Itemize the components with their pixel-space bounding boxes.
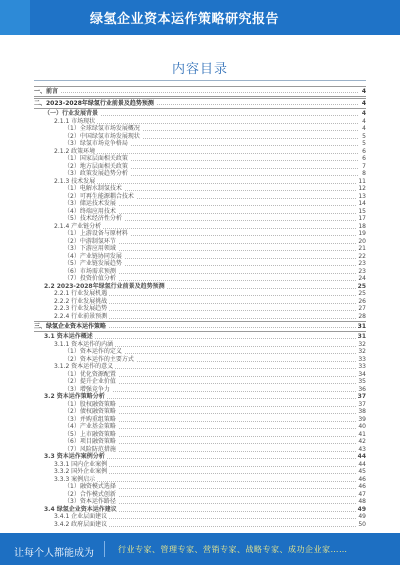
toc-entry[interactable] (34, 238, 366, 246)
toc-leader-dots (54, 481, 358, 482)
toc-entry-page: 49 (357, 505, 366, 513)
toc-entry-page: 23 (358, 260, 366, 267)
toc-entry-page: 6 (362, 155, 366, 162)
toc-heading: 内容目录 (171, 62, 228, 77)
toc-entry-label: 三、绿氢企业资本运作策略 (34, 323, 107, 330)
toc-entry-page: 25 (358, 290, 366, 297)
toc-entry-label: （5）产业链发展趋势 (64, 260, 122, 267)
toc-entry[interactable] (34, 155, 366, 163)
toc-entry-label: （5）技术经济性分析 (64, 215, 122, 222)
header-accent-band (0, 0, 30, 35)
toc-entry-label: （2）中游制氢环节 (64, 237, 116, 245)
toc-entry-page: 33 (358, 355, 366, 363)
toc-leader-dots (34, 92, 358, 93)
toc-entry-label: 3.3.3 案例启示 (54, 475, 96, 483)
toc-entry-label: （1）国家层面相关政策 (64, 155, 128, 162)
toc-entry[interactable] (34, 438, 366, 446)
toc-entry-label: （1）全球绿氢市场发展概况 (64, 125, 140, 132)
toc-entry-page: 44 (357, 453, 366, 460)
toc-entry-label: 2.2.4 行业前景预测 (54, 312, 108, 320)
toc-entry-label: （4）产业基金策略 (64, 423, 116, 430)
toc-entry[interactable] (34, 386, 366, 394)
toc-entry[interactable] (34, 178, 366, 186)
toc-entry-page: 17 (358, 215, 366, 222)
toc-entry[interactable] (34, 98, 366, 109)
toc-entry-page: 37 (357, 393, 366, 400)
toc-entry[interactable] (34, 215, 366, 223)
toc-divider (34, 80, 366, 81)
toc-entry[interactable] (34, 118, 366, 126)
toc-entry-page: 31 (357, 323, 366, 330)
toc-entry-label: 2.1.4 产业链分析 (54, 222, 102, 230)
toc-entry-page: 48 (358, 498, 366, 505)
toc-entry-page: 4 (362, 117, 366, 125)
toc-entry-page: 12 (358, 185, 366, 192)
toc-entry[interactable] (34, 200, 366, 208)
toc-entry-label: （一）行业发展背景 (44, 110, 99, 117)
toc-entry[interactable] (34, 476, 366, 484)
toc-entry[interactable] (34, 333, 366, 341)
toc-entry-label: （1）电解水制氢技术 (64, 185, 122, 192)
toc-entry-label: （2）提升企业价值 (64, 378, 116, 385)
toc-entry[interactable] (34, 110, 366, 118)
toc-entry-page: 39 (358, 415, 366, 423)
toc-entry-label: 2.1.3 技术发展 (54, 177, 96, 185)
toc-entry[interactable] (34, 298, 366, 306)
toc-entry-page: 31 (357, 333, 366, 340)
toc-entry-label: （1）资本运作的定义 (64, 348, 122, 355)
toc-entry-label: 一、前言 (34, 88, 59, 95)
toc-entry[interactable] (34, 170, 366, 178)
toc-entry-label: 3.1.1 资本运作的内涵 (54, 340, 114, 348)
toc-entry-page: 26 (358, 297, 366, 305)
toc-entry-label: （2）合作模式创新 (64, 490, 116, 498)
toc-entry[interactable] (34, 378, 366, 386)
toc-entry-page: 44 (358, 460, 366, 468)
toc-entry[interactable] (34, 453, 366, 461)
toc-entry-label: （2）资本运作的主要方式 (64, 355, 134, 363)
toc-entry-page: 7 (362, 162, 366, 170)
toc-entry[interactable] (34, 313, 366, 321)
toc-entry-page: 49 (358, 513, 366, 520)
toc-entry-page: 6 (362, 147, 366, 155)
toc-entry[interactable] (34, 290, 366, 298)
toc-entry-page: 45 (358, 468, 366, 475)
toc-entry-page: 27 (358, 305, 366, 312)
toc-entry[interactable] (34, 163, 366, 171)
toc-entry-label: 2.2.1 行业发展机遇 (54, 290, 108, 297)
toc-entry[interactable] (34, 185, 366, 193)
toc-entry-label: （3）绿氢市场竞争格局 (64, 140, 128, 147)
toc-entry-page: 40 (358, 423, 366, 430)
toc-entry-page: 15 (358, 207, 366, 215)
toc-entry[interactable] (34, 363, 366, 371)
toc-entry-page: 25 (357, 282, 366, 290)
toc-entry-page: 13 (358, 192, 366, 200)
toc-entry[interactable] (34, 416, 366, 424)
toc-entry[interactable] (34, 483, 366, 491)
toc-entry-page: 32 (358, 340, 366, 348)
toc-entry-label: （7）投资价值分析 (64, 275, 116, 282)
toc-entry-label: （3）储运技术发展 (64, 200, 116, 207)
toc-leader-dots (54, 183, 358, 184)
toc-entry-page: 4 (361, 100, 366, 107)
toc-entry-label: （2）债权融资策略 (64, 408, 116, 415)
toc-entry-page: 41 (358, 430, 366, 438)
toc-leader-dots (54, 123, 358, 124)
toc-entry-page: 21 (358, 245, 366, 252)
toc-entry-label: （3）增强竞争力 (64, 385, 110, 393)
table-of-contents (34, 85, 366, 528)
toc-leader-dots (54, 153, 358, 154)
report-title: 绿氢企业资本运作策略研究报告 (90, 12, 280, 27)
toc-entry[interactable] (34, 491, 366, 499)
report-header (0, 0, 400, 35)
toc-entry-label: 3.3.2 国外企业案例 (54, 468, 108, 475)
toc-entry-label: （4）产业链协同发展 (64, 252, 122, 260)
toc-entry[interactable] (34, 86, 366, 97)
toc-entry-label: （2）中国绿氢市场发展现状 (64, 132, 140, 140)
footer-slogan: 让每个人都能成为 (14, 548, 94, 559)
toc-entry-page: 47 (358, 490, 366, 498)
toc-entry-page: 5 (362, 132, 366, 140)
toc-entry-label: 2.2.2 行业发展挑战 (54, 297, 108, 305)
toc-entry-page: 32 (358, 348, 366, 355)
footer-divider (104, 541, 105, 557)
toc-entry-label: （3）资本运作路径 (64, 498, 116, 505)
toc-entry[interactable] (34, 401, 366, 409)
toc-entry-page: 43 (358, 445, 366, 453)
toc-entry[interactable] (34, 513, 366, 521)
toc-entry-page: 46 (358, 483, 366, 490)
toc-entry-page: 23 (358, 267, 366, 275)
toc-entry[interactable] (34, 393, 366, 401)
toc-entry[interactable] (34, 498, 366, 506)
toc-entry[interactable] (34, 506, 366, 514)
toc-entry[interactable] (34, 268, 366, 276)
toc-entry-page: 34 (358, 370, 366, 378)
toc-entry-page: 22 (358, 252, 366, 260)
toc-entry[interactable] (34, 408, 366, 416)
toc-entry-label: （3）下游应用领域 (64, 245, 116, 252)
toc-entry[interactable] (34, 125, 366, 133)
toc-entry[interactable] (34, 133, 366, 141)
toc-entry[interactable] (34, 356, 366, 364)
toc-entry-page: 42 (358, 438, 366, 445)
footer-tagline: 行业专家、管理专家、营销专家、战略专家、成功企业家…… (118, 545, 348, 554)
toc-entry-label: （2）地方层面相关政策 (64, 162, 128, 170)
toc-entry[interactable] (34, 208, 366, 216)
toc-entry-label: （3）政策发展趋势分析 (64, 170, 128, 177)
report-footer (0, 533, 400, 565)
toc-entry-label: 3.3.1 国内企业案例 (54, 460, 108, 468)
toc-entry[interactable] (34, 423, 366, 431)
toc-entry-page: 8 (362, 170, 366, 177)
toc-entry[interactable] (34, 253, 366, 261)
toc-entry[interactable] (34, 341, 366, 349)
toc-entry[interactable] (34, 283, 366, 291)
toc-entry[interactable] (34, 305, 366, 313)
toc-entry-page: 46 (358, 475, 366, 483)
toc-entry[interactable] (34, 446, 366, 454)
toc-entry[interactable] (34, 148, 366, 156)
toc-entry[interactable] (34, 431, 366, 439)
toc-entry-page: 18 (358, 222, 366, 230)
toc-entry-page: 38 (358, 408, 366, 415)
toc-entry-page: 24 (358, 275, 366, 282)
toc-entry-label: 3.3 资本运作案例分析 (44, 453, 105, 460)
toc-entry[interactable] (34, 260, 366, 268)
toc-entry-label: （3）并购重组策略 (64, 415, 116, 423)
toc-entry[interactable] (34, 223, 366, 231)
toc-entry-label: 3.1.2 资本运作的意义 (54, 363, 114, 370)
toc-entry[interactable] (34, 230, 366, 238)
toc-entry-page: 35 (358, 378, 366, 385)
toc-entry-label: 3.4 绿氢企业资本运作建议 (44, 505, 117, 513)
toc-entry[interactable] (34, 321, 366, 332)
toc-entry[interactable] (34, 245, 366, 253)
toc-entry-label: （6）项目融资策略 (64, 438, 116, 445)
toc-entry-label: 3.4.1 企业层面建议 (54, 513, 108, 520)
toc-entry-page: 20 (358, 237, 366, 245)
toc-entry-label: （4）终端应用技术 (64, 207, 116, 215)
toc-entry[interactable] (34, 371, 366, 379)
toc-entry-label: 3.2 资本运作策略分析 (44, 393, 105, 400)
toc-entry-label: （2）可再生能源耦合技术 (64, 192, 134, 200)
toc-entry-label: （1）上游设备与原材料 (64, 230, 128, 237)
toc-entry-page: 4 (361, 110, 366, 117)
toc-entry-label: （1）融资模式选择 (64, 483, 116, 490)
toc-entry-page: 4 (362, 125, 366, 132)
toc-entry[interactable] (34, 275, 366, 283)
toc-entry-label: （1）优化资源配置 (64, 370, 116, 378)
toc-entry-page: 33 (358, 363, 366, 370)
toc-entry-page: 50 (358, 520, 366, 528)
toc-entry-page: 5 (362, 140, 366, 147)
toc-entry-label: 3.4.2 政府层面建议 (54, 520, 108, 528)
toc-entry-label: （1）股权融资策略 (64, 400, 116, 408)
toc-entry[interactable] (34, 193, 366, 201)
toc-entry-label: （5）上市融资策略 (64, 430, 116, 438)
toc-entry-label: （6）市场需求预测 (64, 267, 116, 275)
toc-entry-label: 2.2.3 行业发展趋势 (54, 305, 108, 312)
toc-entry-page: 14 (358, 200, 366, 207)
toc-entry-page: 11 (358, 177, 366, 185)
toc-entry-label: 3.1 资本运作概述 (44, 333, 93, 340)
toc-entry[interactable] (34, 140, 366, 148)
toc-entry-page: 28 (358, 312, 366, 320)
toc-entry-page: 37 (358, 400, 366, 408)
toc-entry-label: 2.1.2 政策环境 (54, 147, 96, 155)
toc-entry-page: 19 (358, 230, 366, 237)
toc-entry[interactable] (34, 461, 366, 469)
toc-entry-page: 36 (358, 385, 366, 393)
toc-entry[interactable] (34, 521, 366, 529)
toc-entry-label: （7）风险防范措施 (64, 445, 116, 453)
toc-entry-page: 4 (361, 88, 366, 95)
toc-entry[interactable] (34, 468, 366, 476)
toc-entry-label: 2.1.1 市场现状 (54, 117, 96, 125)
toc-entry-label: 2.2 2023-2028年绿氢行业前景及趋势预测 (44, 282, 165, 290)
toc-entry[interactable] (34, 348, 366, 356)
toc-entry-label: 二、2023-2028年绿氢行业前景及趋势预测 (34, 100, 154, 107)
